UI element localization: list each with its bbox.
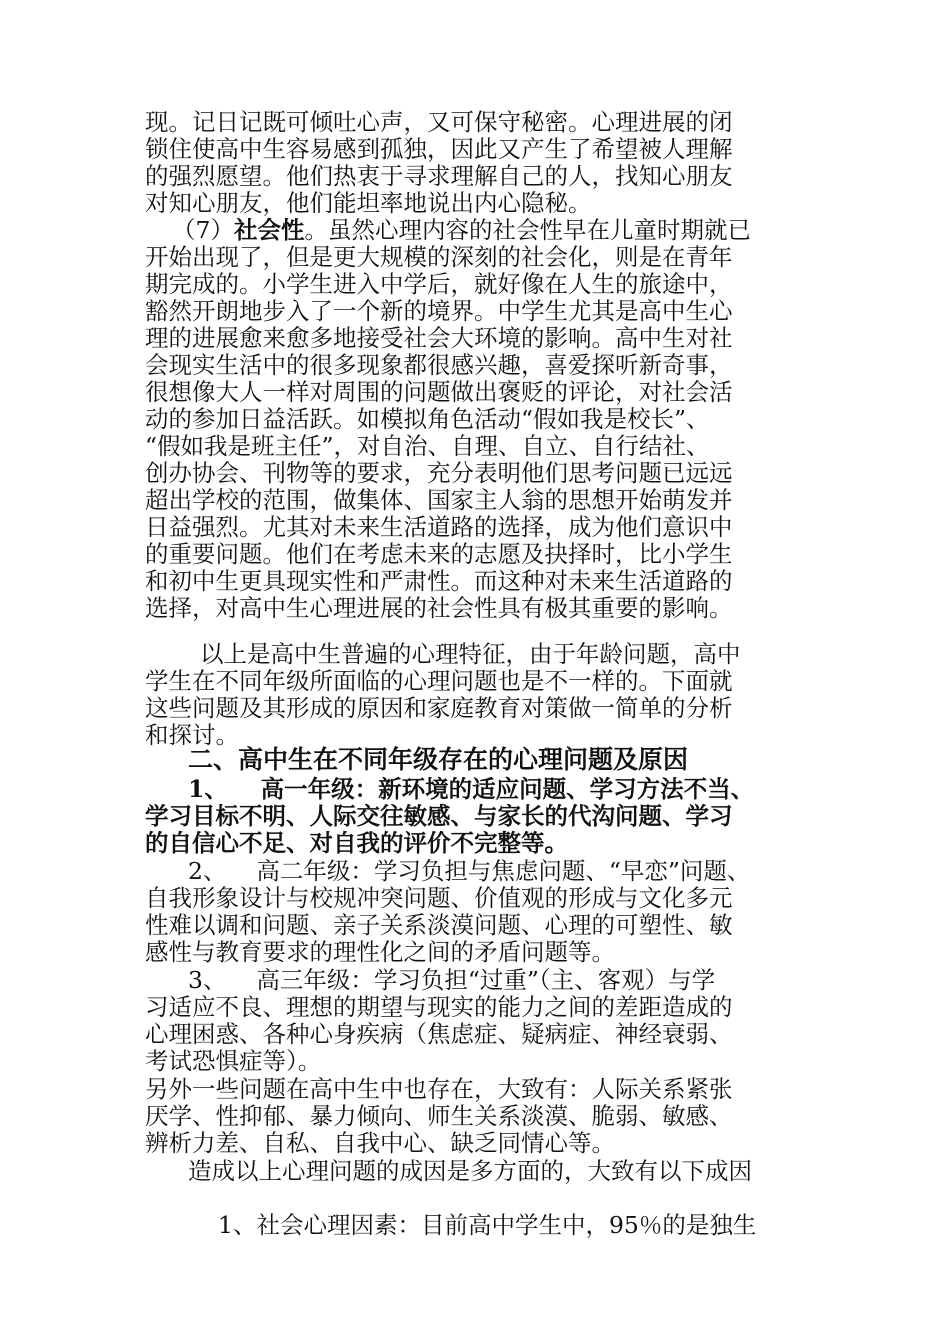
item-7-prefix: （7） [172,216,234,244]
item-7-first-line [172,216,751,244]
text-line: 理的进展愈来愈多地接受社会大环境的影响。高中生对社 [145,324,733,352]
item-7-rest: 。虽然心理内容的社会性早在儿童时期就已 [304,216,751,244]
text-line: 现。记日记既可倾吐心声，又可保守秘密。心理进展的闭 [145,108,733,136]
text-line: “假如我是班主任”，对自治、自理、自立、自行结社、 [145,432,710,460]
text-line: 的强烈愿望。他们热衷于寻求理解自己的人，找知心朋友 [145,162,733,190]
text-line: 日益强烈。尤其对未来生活道路的选择，成为他们意识中 [145,513,733,541]
summary-line: 这些问题及其形成的原因和家庭教育对策做一简单的分析 [145,694,733,722]
text-line: 动的参加日益活跃。如模拟角色活动“假如我是校长”、 [145,405,710,433]
text-line: 很想像大人一样对周围的问题做出褒贬的评论，对社会活 [145,378,733,406]
grade-2-line: 自我形象设计与校规冲突问题、价值观的形成与文化多元 [145,884,733,912]
text-line: 豁然开朗地步入了一个新的境界。中学生尤其是高中生心 [145,297,733,325]
text-line: 开始出现了，但是更大规模的深刻的社会化，则是在青年 [145,243,733,271]
text-line: 会现实生活中的很多现象都很感兴趣，喜爱探听新奇事， [145,351,733,379]
other-problems-line: 厌学、性抑郁、暴力倾向、师生关系淡漠、脆弱、敏感、 [145,1102,733,1130]
grade-3-line: 心理困惑、各种心身疾病（焦虑症、疑病症、神经衰弱、 [145,1020,733,1048]
text-line: 创办协会、刊物等的要求，充分表明他们思考问题已远远 [145,459,733,487]
grade-3-line: 3、 高三年级：学习负担“过重”（主、客观）与学 [188,966,716,994]
grade-2-line: 感性与教育要求的理性化之间的矛盾问题等。 [145,938,615,966]
other-problems-line: 辨析力差、自私、自我中心、缺乏同情心等。 [145,1129,615,1157]
text-line: 选择，对高中生心理进展的社会性具有极其重要的影响。 [145,594,733,622]
summary-line: 学生在不同年级所面临的心理问题也是不一样的。下面就 [145,667,733,695]
section-heading: 二、高中生在不同年级存在的心理问题及原因 [188,745,689,774]
text-line: 对知心朋友，他们能坦率地说出内心隐秘。 [145,189,592,217]
text-line: 超出学校的范围，做集体、国家主人翁的思想开始萌发并 [145,486,733,514]
item-7-term: 社会性 [233,216,305,244]
causes-intro: 造成以上心理问题的成因是多方面的，大致有以下成因 [188,1157,752,1185]
grade-1-line: 的自信心不足、对自我的评价不完整等。 [145,829,568,857]
text-line: 期完成的。小学生进入中学后，就好像在人生的旅途中， [145,270,733,298]
grade-1-line: 1、 高一年级：新环境的适应问题、学习方法不当、 [188,775,755,803]
grade-3-line: 习适应不良、理想的期望与现实的能力之间的差距造成的 [145,993,733,1021]
text-line: 锁住使高中生容易感到孤独，因此又产生了希望被人理解 [145,135,733,163]
cause-1-line: 1、社会心理因素：目前高中学生中，95％的是独生 [218,1211,757,1239]
summary-line: 和探讨。 [145,721,239,749]
grade-2-line: 性难以调和问题、亲子关系淡漠问题、心理的可塑性、敏 [145,911,733,939]
other-problems-line: 另外一些问题在高中生中也存在，大致有：人际关系紧张 [145,1075,733,1103]
grade-1-line: 学习目标不明、人际交往敏感、与家长的代沟问题、学习 [145,802,733,830]
text-line: 和初中生更具现实性和严肃性。而这种对未来生活道路的 [145,567,733,595]
grade-2-line: 2、 高二年级：学习负担与焦虑问题、“早恋”问题、 [188,857,751,885]
summary-line: 以上是高中生普遍的心理特征，由于年龄问题，高中 [200,640,741,668]
grade-3-line: 考试恐惧症等）。 [145,1047,322,1075]
text-line: 的重要问题。他们在考虑未来的志愿及抉择时，比小学生 [145,540,733,568]
